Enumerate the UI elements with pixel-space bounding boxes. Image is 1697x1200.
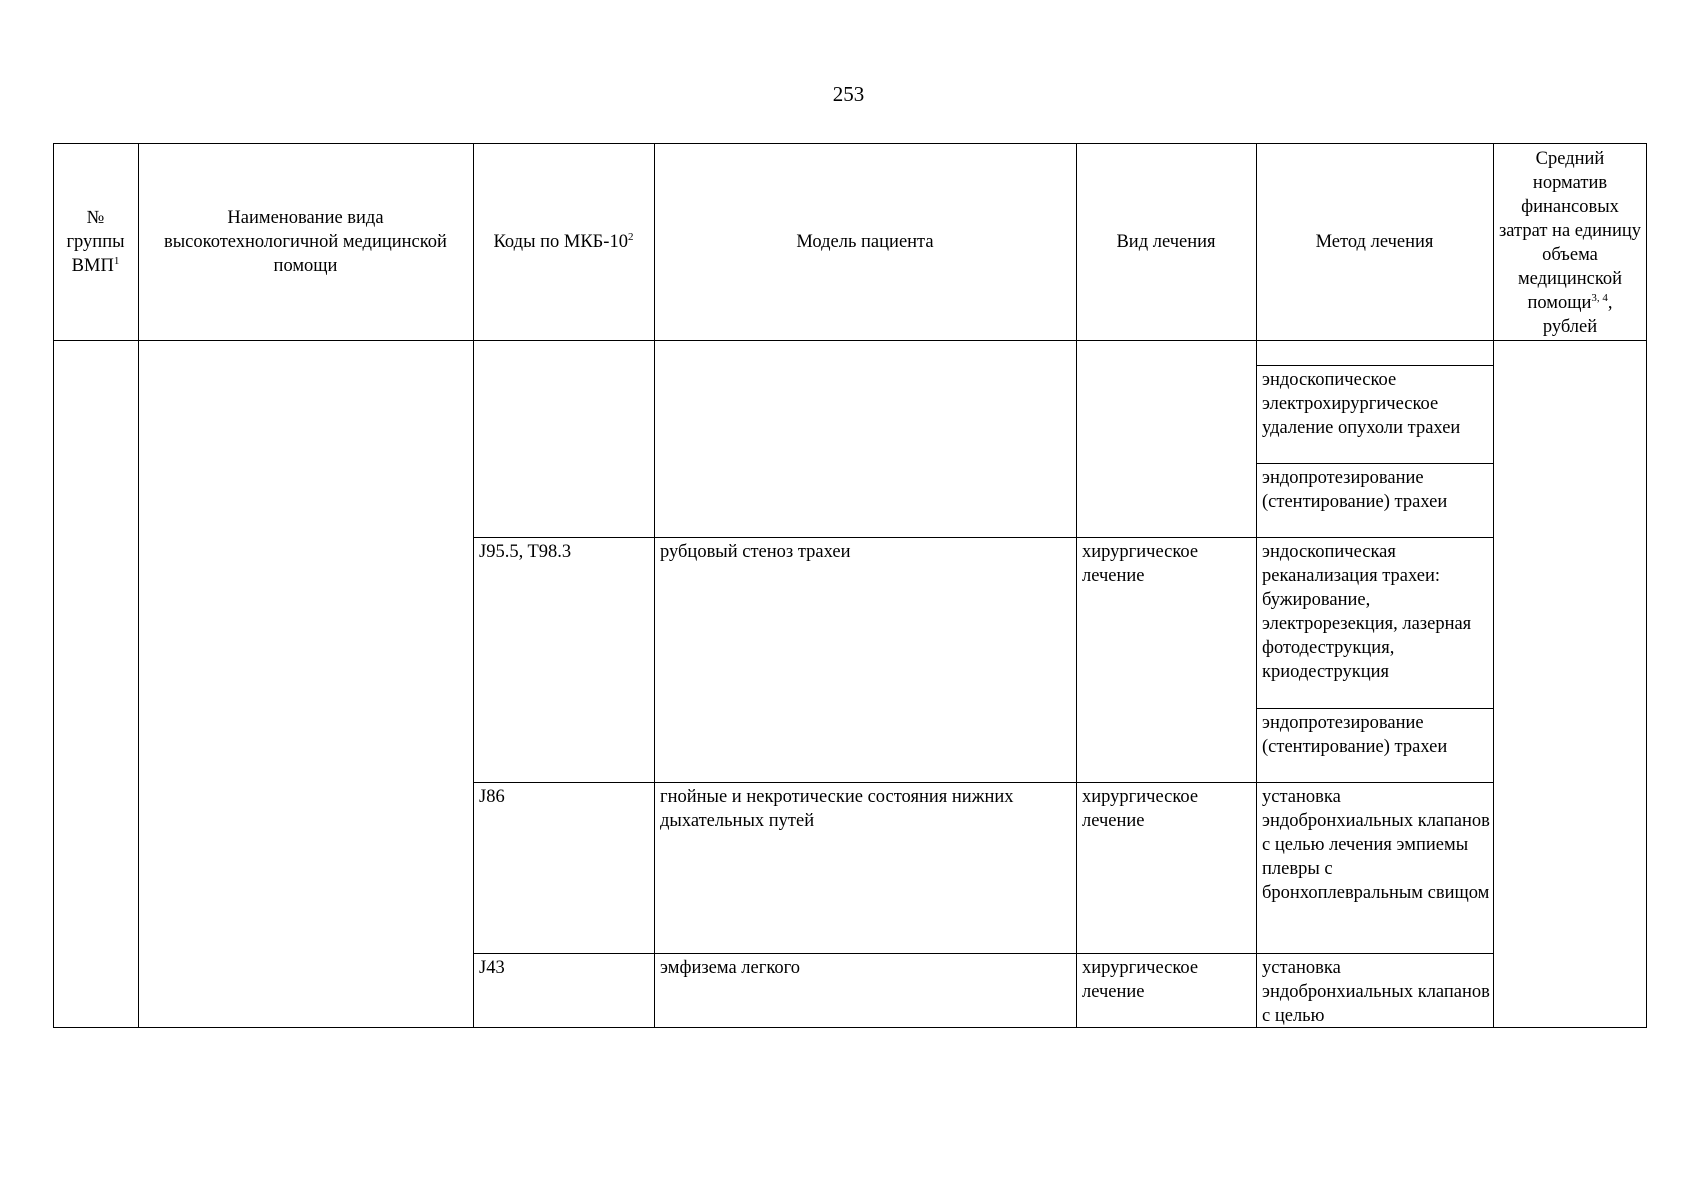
method-cell: эндопротезирование (стентирование) трахеи <box>1262 713 1448 757</box>
header-icd-codes <box>473 143 654 340</box>
footnote-2: 2 <box>627 230 634 243</box>
method-cell: установка эндобронхиальных клапанов с целью <box>1262 958 1490 1026</box>
row-divider <box>1256 463 1493 464</box>
row-divider <box>473 537 1493 538</box>
footnote-1: 1 <box>113 254 120 267</box>
header-treatment-method-text: Метод лечения <box>1315 231 1434 252</box>
footnote-3-4: 3, 4 <box>1591 291 1608 304</box>
header-cost-standard <box>1493 146 1647 340</box>
patient-model-cell: рубцовый стеноз трахеи <box>660 542 851 562</box>
icd-code-cell: J86 <box>479 787 505 807</box>
header-treatment-type-text: Вид лечения <box>1116 231 1216 252</box>
row-divider <box>1256 365 1493 366</box>
header-group-number <box>53 143 138 340</box>
row-divider <box>473 953 1493 954</box>
header-cost-standard-unit: , рублей <box>1542 293 1613 337</box>
header-treatment-method <box>1256 143 1493 340</box>
header-group-line1: № <box>86 207 105 228</box>
method-cell: эндоскопическое электрохирургическое удаление опухоли трахеи <box>1262 370 1461 438</box>
header-icd-codes-text: Коды по МКБ-10 <box>493 231 628 252</box>
patient-model-cell: гнойные и некротические состояния нижних дыхательных путей <box>660 787 1014 831</box>
header-cost-standard-text: Средний норматив финансовых затрат на единицу объема медицинской помощи <box>1499 149 1642 313</box>
method-cell: установка эндобронхиальных клапанов с целью лечения эмпиемы плевры с бронхоплевральным свищом <box>1262 787 1490 903</box>
row-divider <box>473 782 1493 783</box>
header-divider <box>53 340 1647 341</box>
header-treatment-type <box>1076 143 1256 340</box>
treatment-type-cell: хирургическое лечение <box>1082 958 1199 1002</box>
method-cell: эндоскопическая реканализация трахеи: бужирование, электрорезекция, лазерная фотодеструкция, криодеструкция <box>1262 542 1472 682</box>
treatment-type-cell: хирургическое лечение <box>1082 787 1199 831</box>
header-group-line3: ВМП <box>71 255 114 276</box>
header-care-name-text: Наименование вида высокотехнологичной медицинской помощи <box>164 207 447 276</box>
header-care-name <box>138 143 473 340</box>
row-divider <box>1256 708 1493 709</box>
treatment-type-cell: хирургическое лечение <box>1082 542 1199 586</box>
icd-code-cell: J43 <box>479 958 505 978</box>
header-patient-model-text: Модель пациента <box>796 231 934 252</box>
page-number: 253 <box>832 82 865 106</box>
header-patient-model <box>654 143 1076 340</box>
icd-code-cell: J95.5, T98.3 <box>479 542 572 562</box>
patient-model-cell: эмфизема легкого <box>660 958 801 978</box>
header-group-line2: группы <box>66 231 125 252</box>
method-cell: эндопротезирование (стентирование) трахеи <box>1262 468 1448 512</box>
